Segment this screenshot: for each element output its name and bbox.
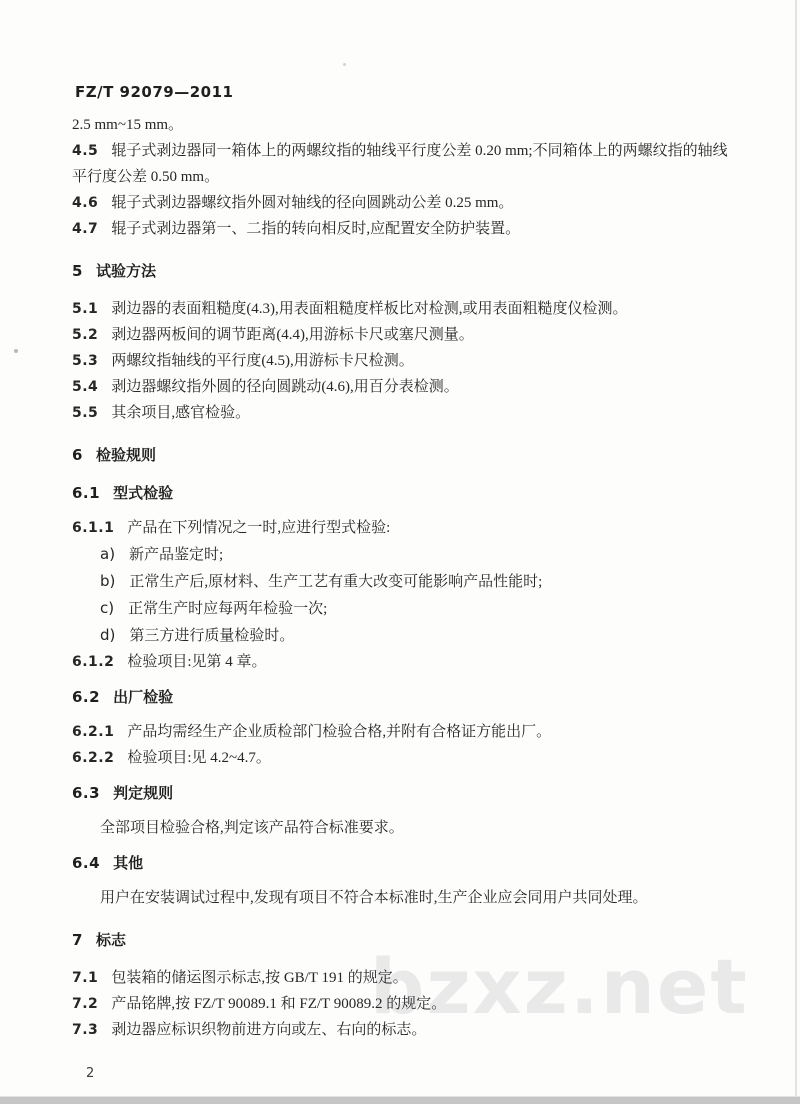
- section-6-heading: [72, 442, 735, 468]
- section-5-heading: [72, 258, 735, 284]
- list-item-a: [72, 541, 735, 568]
- clause-number: 5.3: [72, 353, 99, 369]
- continuation-paragraph: 2.5 mm~15 mm。: [72, 117, 184, 133]
- subsection-6-2-heading: [72, 684, 735, 710]
- subsection-title: 其他: [113, 854, 144, 872]
- clause-text: 剥边器的表面粗糙度(4.3),用表面粗糙度样板比对检测,或用表面粗糙度仪检测。: [111, 301, 628, 317]
- clause-text: 产品在下列情况之一时,应进行型式检验:: [127, 520, 391, 536]
- clause-5-1: [72, 296, 735, 322]
- clause-5-2: [72, 322, 735, 348]
- section-title: 标志: [95, 931, 126, 949]
- subsection-6-3-heading: [72, 780, 735, 806]
- clause-6-1-2: [72, 649, 735, 675]
- clause-number: 6.1.2: [72, 654, 115, 670]
- clause-text: 包装箱的储运图示标志,按 GB/T 191 的规定。: [111, 970, 408, 986]
- clause-7-2: [72, 991, 735, 1017]
- section-title: 试验方法: [95, 262, 156, 280]
- clause-number: 5.1: [72, 301, 99, 317]
- clause-text: 剥边器应标识织物前进方向或左、右向的标志。: [111, 1022, 427, 1038]
- clause-4-5: [72, 138, 735, 190]
- clause-number: 5.5: [72, 405, 99, 421]
- list-item-text: 新产品鉴定时;: [129, 547, 224, 563]
- subsection-title: 型式检验: [113, 484, 174, 502]
- clause-text: 剥边器螺纹指外圆的径向圆跳动(4.6),用百分表检测。: [111, 379, 459, 395]
- clause-text: 辊子式剥边器第一、二指的转向相反时,应配置安全防护装置。: [111, 221, 521, 237]
- clause-text: 产品均需经生产企业质检部门检验合格,并附有合格证方能出厂。: [127, 724, 552, 740]
- list-item-b: [72, 568, 735, 595]
- subsection-title: 出厂检验: [113, 688, 174, 706]
- document-body: [72, 112, 735, 1043]
- clause-number: 4.5: [72, 143, 99, 159]
- scan-speck: [14, 349, 18, 353]
- clause-number: 7.2: [72, 996, 99, 1012]
- clause-number: 4.7: [72, 221, 99, 237]
- clause-7-1: [72, 965, 735, 991]
- clause-number: 6.2.1: [72, 724, 115, 740]
- clause-text: 两螺纹指轴线的平行度(4.5),用游标卡尺检测。: [111, 353, 414, 369]
- clause-number: 6.1.1: [72, 520, 115, 536]
- clause-4-6: [72, 190, 735, 216]
- clause-text: 产品铭牌,按 FZ/T 90089.1 和 FZ/T 90089.2 的规定。: [111, 996, 447, 1012]
- list-item-text: 正常生产时应每两年检验一次;: [128, 601, 328, 617]
- list-item-text: 正常生产后,原材料、生产工艺有重大改变可能影响产品性能时;: [129, 574, 543, 590]
- watermark-text: bzxz.net: [370, 942, 749, 1031]
- subsection-title: 判定规则: [113, 784, 174, 802]
- scan-edge-line: [795, 0, 797, 1104]
- subsection-number: 6.4: [72, 854, 101, 872]
- clause-4-7: [72, 216, 735, 242]
- scan-speck: [343, 63, 346, 66]
- section-title: 检验规则: [95, 446, 156, 464]
- clause-6-2-1: [72, 719, 735, 745]
- paragraph-6-3: 全部项目检验合格,判定该产品符合标准要求。: [100, 820, 404, 836]
- clause-number: 4.6: [72, 195, 99, 211]
- clause-number: 6.2.2: [72, 750, 115, 766]
- subsection-number: 6.1: [72, 484, 101, 502]
- clause-5-3: [72, 348, 735, 374]
- clause-7-3: [72, 1017, 735, 1043]
- section-7-heading: [72, 927, 735, 953]
- clause-number: 7.3: [72, 1022, 99, 1038]
- clause-6-2-2: [72, 745, 735, 771]
- standard-number-header: FZ/T 92079—2011: [75, 83, 234, 101]
- list-item-c: [72, 595, 735, 622]
- clause-text: 辊子式剥边器同一箱体上的两螺纹指的轴线平行度公差 0.20 mm;不同箱体上的两螺纹指的轴线平行度公差 0.50 mm。: [72, 143, 728, 185]
- list-item-label: b): [100, 572, 116, 590]
- clause-number: 7.1: [72, 970, 99, 986]
- subsection-6-1-heading: [72, 480, 735, 506]
- clause-text: 剥边器两板间的调节距离(4.4),用游标卡尺或塞尺测量。: [111, 327, 474, 343]
- clause-text: 检验项目:见第 4 章。: [127, 654, 267, 670]
- section-number: 6: [72, 446, 83, 464]
- clause-number: 5.2: [72, 327, 99, 343]
- list-item-d: [72, 622, 735, 649]
- subsection-number: 6.2: [72, 688, 101, 706]
- clause-text: 辊子式剥边器螺纹指外圆对轴线的径向圆跳动公差 0.25 mm。: [111, 195, 514, 211]
- subsection-number: 6.3: [72, 784, 101, 802]
- clause-text: 检验项目:见 4.2~4.7。: [127, 750, 271, 766]
- clause-6-1-1: [72, 515, 735, 541]
- list-item-label: a): [100, 545, 116, 563]
- subsection-6-4-heading: [72, 850, 735, 876]
- clause-5-4: [72, 374, 735, 400]
- list-item-text: 第三方进行质量检验时。: [129, 628, 295, 644]
- list-item-label: d): [100, 626, 116, 644]
- section-number: 5: [72, 262, 83, 280]
- page-number: 2: [86, 1066, 95, 1081]
- list-item-label: c): [100, 599, 115, 617]
- clause-5-5: [72, 400, 735, 426]
- clause-text: 其余项目,感官检验。: [111, 405, 251, 421]
- paragraph-6-4: 用户在安装调试过程中,发现有项目不符合本标准时,生产企业应会同用户共同处理。: [100, 890, 648, 906]
- scan-bottom-edge: [0, 1096, 800, 1104]
- section-number: 7: [72, 931, 83, 949]
- clause-number: 5.4: [72, 379, 99, 395]
